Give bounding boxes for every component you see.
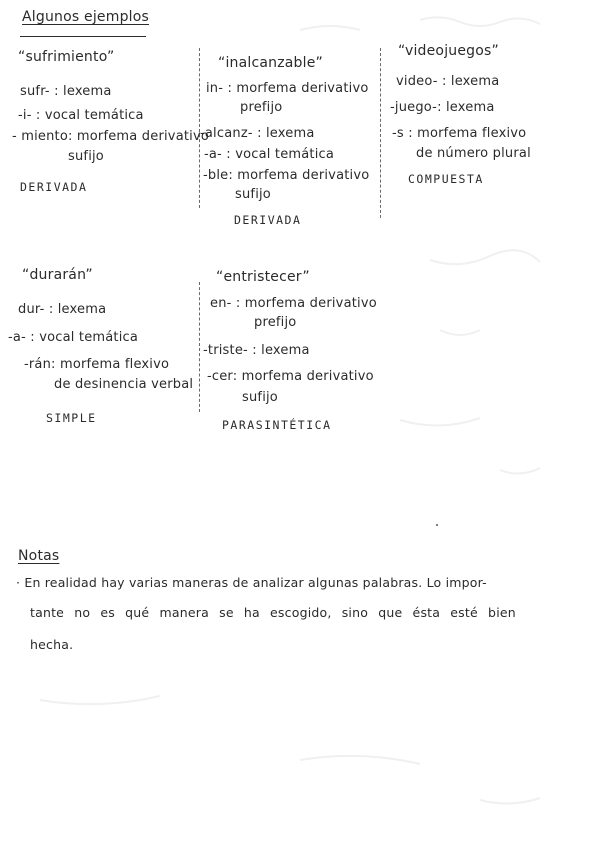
analysis-line: -triste- : lexema — [203, 343, 310, 358]
analysis-line: prefijo — [254, 315, 297, 330]
heading-double-underline — [20, 36, 146, 37]
analysis-line: sufr- : lexema — [20, 84, 112, 99]
page-heading: Algunos ejemplos — [22, 9, 149, 25]
analysis-line: -s : morfema flexivo — [392, 126, 527, 141]
example-word: “sufrimiento” — [18, 49, 115, 65]
analysis-line: sufijo — [235, 187, 271, 202]
column-divider-lower — [199, 282, 200, 412]
analysis-line: -a- : vocal temática — [8, 330, 139, 345]
analysis-line: -cer: morfema derivativo — [207, 369, 374, 384]
analysis-line: video- : lexema — [396, 74, 500, 89]
analysis-line: -rán: morfema flexivo — [24, 357, 170, 372]
example-word: “durarán” — [22, 267, 93, 283]
analysis-line: -alcanz- : lexema — [200, 126, 315, 141]
notes-line: tante no es qué manera se ha escogido, sino que ésta esté bien — [30, 605, 516, 620]
notes-line: hecha. — [30, 637, 74, 652]
analysis-line: de desinencia verbal — [54, 377, 194, 392]
notes-line: · En realidad hay varias maneras de analizar algunas palabras. Lo impor- — [16, 575, 487, 590]
example-word: “entristecer” — [216, 269, 310, 285]
analysis-line: -i- : vocal temática — [18, 108, 144, 123]
analysis-line: in- : morfema derivativo — [206, 81, 369, 96]
word-classification: DERIVADA — [20, 180, 88, 194]
analysis-line: -ble: morfema derivativo — [203, 168, 370, 183]
analysis-line: prefijo — [240, 100, 283, 115]
example-word: “inalcanzable” — [218, 55, 324, 71]
word-classification: DERIVADA — [234, 213, 302, 227]
analysis-line: dur- : lexema — [18, 302, 107, 317]
analysis-line: -a- : vocal temática — [204, 147, 335, 162]
analysis-line: de número plural — [416, 146, 531, 161]
analysis-line: sufijo — [242, 390, 278, 405]
example-word: “videojuegos” — [398, 43, 499, 59]
stray-ink-dot — [436, 524, 438, 526]
word-classification: SIMPLE — [46, 411, 97, 425]
word-classification: PARASINTÉTICA — [222, 418, 332, 432]
analysis-line: -juego-: lexema — [390, 100, 495, 115]
notes-heading: Notas — [18, 548, 60, 564]
analysis-line: sufijo — [68, 149, 104, 164]
analysis-line: - miento: morfema derivativo — [12, 129, 210, 144]
analysis-line: en- : morfema derivativo — [210, 296, 377, 311]
word-classification: COMPUESTA — [408, 172, 484, 186]
column-divider-right — [380, 48, 381, 218]
